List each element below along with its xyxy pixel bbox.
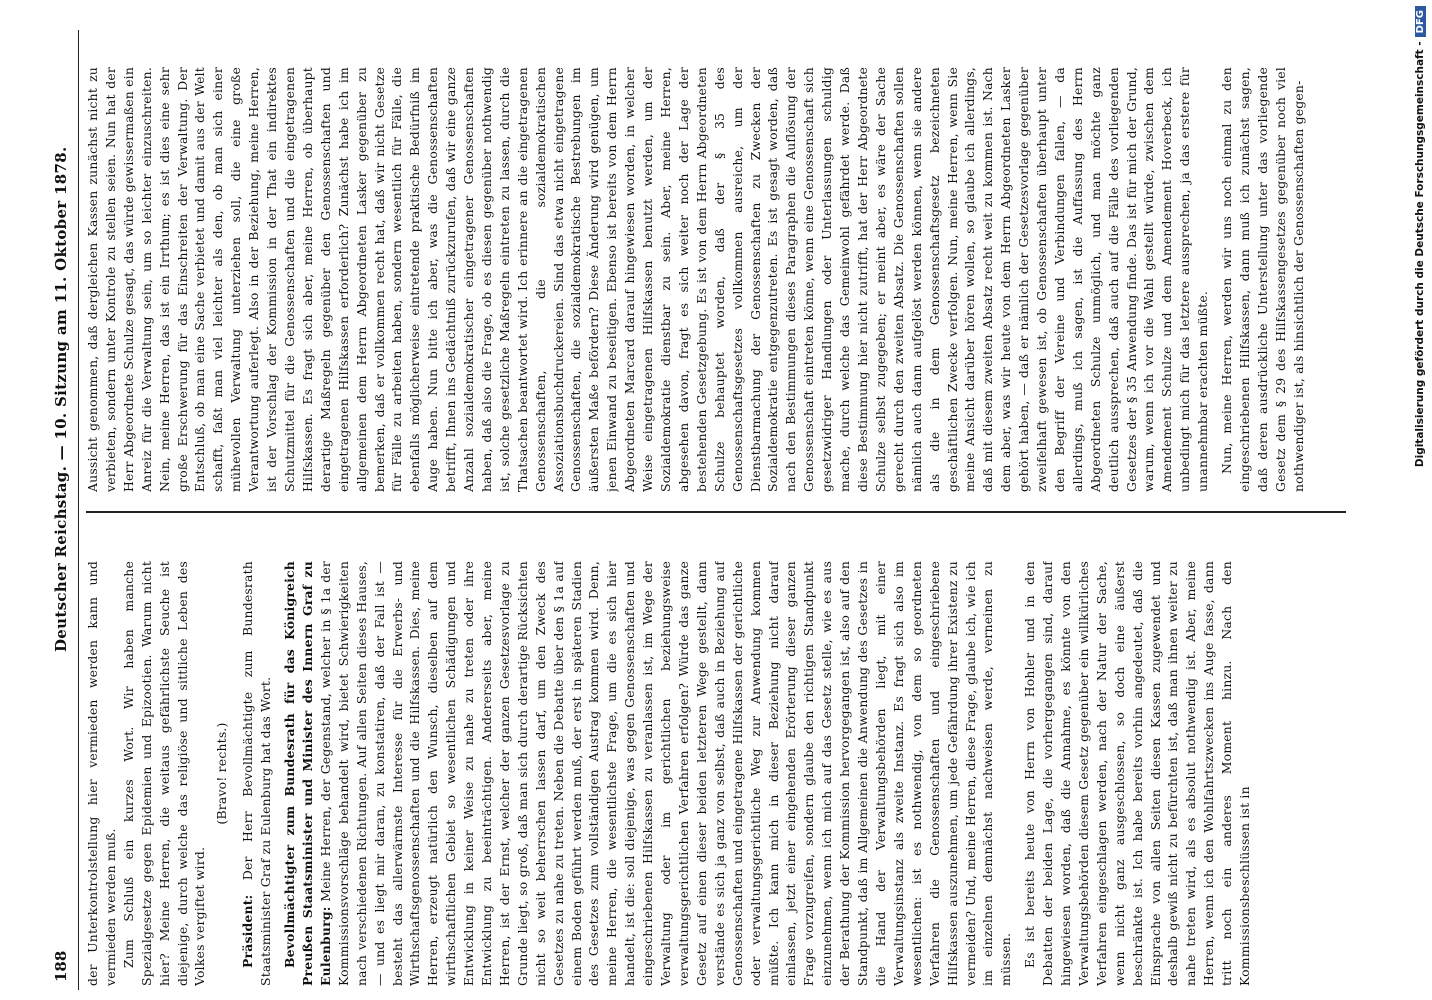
dfg-logo: DFG <box>1415 6 1426 37</box>
applause-note: (Bravo! rechts.) <box>214 722 230 825</box>
paragraph: der Unterkontrolstellung hier vermieden werden kann und vermieden werden muß. <box>85 561 118 986</box>
paragraph: Aussicht genommen, daß dergleichen Kassen zunächst nicht zu verbieten, sondern unter Kontrole zu stellen seien. Nun hat der Herr Abgeordnete Schulze gesagt, das würde gewissermaßen ein Anreiz für die Verwaltung sein, um so leichter einzuschreiten. Nein, meine Herren, das ist ein Irrthum; es ist dies eine sehr große Erschwerung für das Einschreiten der Verwaltung. Der Entschluß, ob man eine Sache verbietet und damit aus der Welt schafft, faßt man viel leichter als den, ob man sich einer mühevollen Verwaltung unterziehen soll, die eine große Verantwortung auferlegt. Also in der Beziehung, meine Herren, ist der Vorschlag der Kommission in der That ein indirektes Schutzmittel für die Genossenschaften und die eingetragenen Hilfskassen. Es fragt sich aber, meine Herren, ob überhaupt derartige Maßregeln gegenüber den Genossenschaften und eingetragenen Hilfskassen erforderlich? Zunächst habe ich im allgemeinen dem Herrn Abgeordneten Lasker gegenüber zu bemerken, daß er vollkommen recht hat, daß wir nicht Gesetze für Fälle zu arbeiten haben, sondern wesentlich für Fälle, die ebenfalls möglicherweise eintretende praktische Bedürfniß im Auge haben. Nun bitte ich aber, was die Genossenschaften betrifft, Ihnen ins Gedächtniß zurückzurufen, daß wir eine ganze Anzahl sozialdemokratischer eingetragener Genossenschaften haben, daß also die Frage, ob es diesen gegenüber nothwendig ist, solche gesetzliche Maßregeln eintreten zu lassen, durch die Thatsachen beantwortet wird. Ich erinnere an die eingetragenen Genossenschaften, die sozialdemokratischen Assoziationsbuchdruckereien. Sind das etwa nicht eingetragene Genossenschaften, die sozialdemokratische Bestrebungen im äußersten Maße befördern? Diese Änderung wird genügen, um jenen Einwand zu beseitigen. Ebenso ist bereits von dem Herrn Abgeordneten Marcard darauf hingewiesen worden, in welcher Weise eingetragenen Hilfskassen benutzt werden, um der Sozialdemokratie dienstbar zu sein. Aber, meine Herren, abgesehen davon, fragt es sich weiter noch der Lage der bestehenden Gesetzgebung. Es ist von dem Herrn Abgeordneten Schulze behauptet worden, daß der § 35 des Genossenschaftsgesetzes vollkommen ausreiche, um der Dienstbarmachung der Genossenschaften zu Zwecken der Sozialdemokratie entgegenzutreten. Es ist gesagt worden, daß nach den Bestimmungen dieses Paragraphen die Auflösung der Genossenschaft eintreten könne, wenn eine Genossenschaft sich gesetzwidriger Handlungen oder Unterlassungen schuldig mache, durch welche das Gemeinwohl gefährdet werde. Daß diese Bestimmung hier nicht zutrifft, hat der Herr Abgeordnete Schulze selbst zugegeben; er meint aber, es wäre der Sache gerecht durch den zweiten Absatz. Die Genossenschaften sollen nämlich auch dann aufgelöst werden können, wenn sie andere als die in dem Genossenschaftsgesetz bezeichneten geschäftlichen Zwecke verfolgen. Nun, meine Herren, wenn Sie meine Ansicht darüber hören wollen, so glaube ich allerdings, daß mit diesem zweiten Absatz recht weit zu kommen ist. Nach dem aber, was wir heute von dem Herrn Abgeordneten Lasker gehört haben, — daß er nämlich der Gesetzesvorlage gegenüber zweifelhaft gewesen ist, ob Genossenschaften überhaupt unter den Begriff der Vereine und Verbindungen fallen, — da allerdings, muß ich sagen, ist die Auffassung des Herrn Abgeordneten Schulze unmöglich, und man möchte ganz deutlich aussprechen, daß auch auf die Fälle des vorliegenden Gesetzes der § 35 Anwendung finde. Das ist für mich der Grund, warum, wenn ich vor die Wahl gestellt würde, zwischen dem Amendement Schulze und dem Amendement Hoverbeck, ich unbedingt mich für das letztere aussprechen, ja das erstere für unannehmbar erachten müßte. <box>85 67 1211 492</box>
left-column <box>84 561 1344 986</box>
page-header <box>52 42 74 982</box>
speaker-label: Präsident: <box>240 894 256 968</box>
running-title: Deutscher Reichstag. — 10. Sitzung am 11. Oktober 1878. <box>52 146 70 652</box>
credit-text: Digitalisierung gefördert durch die Deutsche Forschungsgemeinschaft - <box>1414 41 1426 468</box>
page-number: 188 <box>52 950 70 982</box>
column-divider <box>86 512 1346 514</box>
header-rule <box>78 30 79 990</box>
right-column <box>84 67 1344 492</box>
speaker-text: Meine Herren, der Gegenstand, welcher in § 1a der Kommissionsvorschläge behandelt wird, bietet Schwierigkeiten nach verschiedenen Richtungen. Auf allen Seiten dieses Hauses, — und es liegt mir daran, zu konstatiren, daß der Fall ist — besteht das allerwärmste Interesse für die Erwerbs- und Wirthschaftsgenossenschaften und die Hilfskassen. Dies, meine Herren, erzeugt natürlich den Wunsch, dieselben auf dem wirthschaftlichen Gebiet so wesentlichen Schädigungen und Entwicklung in keiner Weise zu nahe zu treten oder ihre Entwicklung zu beeinträchtigen. Andererseits aber, meine Herren, ist der Ernst, welcher der ganzen Gesetzesvorlage zu Grunde liegt, so groß, daß man sich durch derartige Rücksichten nicht so weit beherrschen lassen darf, um den Zweck des Gesetzes zu nahe zu treten. Neben die Debatte über den § 1a auf einem Boden geführt werden muß, der erst in späteren Stadien des Gesetzes zum vollständigen Austrag kommen wird. Denn, meine Herren, die wesentlichste Frage, um die es sich hier handelt, ist die: soll diejenige, was gegen Genossenschaften und eingeschriebenen Hilfskassen zu veranlassen ist, im Wege der Verwaltung oder im gerichtlichen beziehungsweise verwaltungsgerichtlichen Verfahren erfolgen? Würde das ganze Gesetz auf einen dieser beiden letzteren Wege gestellt, dann verstände es sich ja ganz von selbst, daß auch in Beziehung auf Genossenschaften und eingetragene Hilfskassen der gerichtliche oder verwaltungsgerichtliche Weg zur Anwendung kommen müßte. Ich kann mich in dieser Beziehung nicht darauf einlassen, jetzt einer eingehenden Erörterung dieser ganzen Frage vorzugreifen, sondern glaube den richtigen Standpunkt einzunehmen, wenn ich mich auf das Gesetz stelle, wie es aus der Berathung der Kommission hervorgegangen ist, also auf den Standpunkt, daß im Allgemeinen die Anwendung des Gesetzes in die Hand der Verwaltungsbehörden liegt, mit einer Verwaltungsinstanz als zweite Instanz. Es fragt sich also im wesentlichen: ist es nothwendig, von dem so geordneten Verfahren die Genossenschaften und eingeschriebene Hilfskassen auszunehmen, um jede Gefährdung ihrer Existenz zu vermeiden? Und, meine Herren, diese Frage, glaube ich, wie ich im einzelnen demnächst nachweisen werde, verneinen zu müssen. <box>317 561 1014 986</box>
speaker-text: Der Herr Bevollmächtigte zum Bundesrath Staatsminister Graf zu Eulenburg hat das Wort. <box>240 561 274 986</box>
digitization-credit <box>1414 6 1428 986</box>
paragraph <box>281 561 1015 986</box>
speaker-label: Bevollmächtigter zum Bundesrath für das Königreich Preußen Staatsminister und Minister des Innern Graf zu Eulenburg: <box>282 561 333 986</box>
paragraph <box>239 561 275 986</box>
paragraph: Es ist bereits heute von Herrn von Hohler und in den Debatten der beiden Lage, die vorhergegangen sind, darauf hingewiesen worden, daß die Annahme, es könnte von den Verwaltungsbehörden diesem Gesetz gegenüber ein willkürliches Verfahren eingeschlagen werden, nach der Natur der Sache, wenn nicht ganz ausgeschlossen, so doch eine äußerst beschränkte ist. Ich habe bereits vorhin angedeutet, daß die Einsprache von allen Seiten diesen Kassen zugewendet und deshalb gewiß nicht zu befürchten ist, daß man ihnen weiter zu nahe treten wird, als es absolut nothwendig ist. Aber, meine Herren, wenn ich den Wohlfahrtszwecken ins Auge fasse, dann tritt noch ein anderes Moment hinzu. Nach den Kommissionsbeschlüssen ist in <box>1022 561 1253 986</box>
paragraph: Nun, meine Herren, werden wir uns noch einmal zu den eingeschriebenen Hilfskassen, dann muß ich zunächst sagen, daß deren ausdrückliche Unterstellung unter das vorliegende Gesetz dem § 29 des Hilfskassengesetzes gegenüber noch viel nothwendiger ist, als hinsichtlich der Genossenschaften gegen- <box>1219 67 1306 492</box>
paragraph: Zum Schluß ein kurzes Wort. Wir haben manche Spezialgesetze gegen Epidemien und Epizootien. Warum nicht hier? Meine Herren, die weitaus gefährlichste Seuche ist diejenige, durch welche das religiöse und sittliche Leben des Volkes vergiftet wird. <box>120 561 208 986</box>
